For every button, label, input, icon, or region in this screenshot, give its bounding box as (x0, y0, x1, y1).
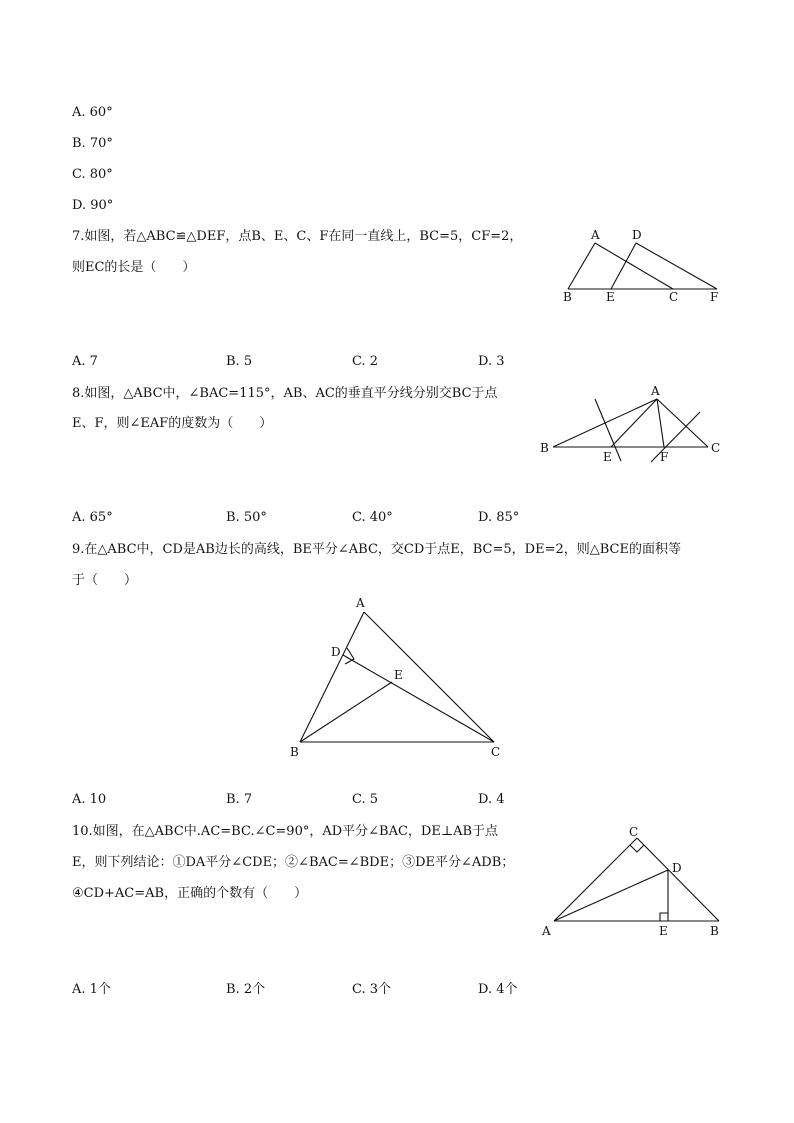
q6-option-b: B. 70° (72, 136, 113, 151)
q9-label-a: A (356, 596, 365, 610)
q10-stem-line1: 10.如图，在△ABC中.AC=BC.∠C=90°，AD平分∠BAC，DE⊥AB于点 (72, 824, 499, 839)
q9-label-d: D (331, 645, 341, 659)
q8-stem-line2: E、F，则∠EAF的度数为（ ） (72, 416, 273, 431)
q8-option-d: D. 85° (478, 510, 520, 525)
q7-option-c: C. 2 (352, 354, 379, 369)
q10-option-c: C. 3个 (352, 982, 392, 997)
q10-label-e: E (659, 924, 668, 938)
q7-option-d: D. 3 (478, 354, 505, 369)
q7-stem-line2: 则EC的长是（ ） (72, 260, 196, 275)
q7-label-a: A (591, 228, 600, 242)
q10-label-a: A (542, 924, 551, 938)
q9-option-b: B. 7 (226, 792, 253, 807)
q7-label-b: B (563, 290, 572, 304)
q10-option-d: D. 4个 (478, 982, 518, 997)
q9-stem-line1: 9.在△ABC中，CD是AB边长的高线，BE平分∠ABC，交CD于点E，BC=5，DE=2，则△BCE的面积等 (72, 542, 681, 557)
q8-option-c: C. 40° (352, 510, 393, 525)
q7-label-f: F (710, 290, 719, 304)
q9-label-e: E (394, 668, 403, 682)
q10-label-d: D (672, 861, 682, 875)
q7-stem-line1: 7.如图，若△ABC≌△DEF，点B、E、C、F在同一直线上，BC=5，CF=2， (72, 229, 523, 244)
q10-label-c: C (629, 825, 639, 839)
q9-option-d: D. 4 (478, 792, 505, 807)
q6-option-d: D. 90° (72, 198, 114, 213)
q8-label-a: A (651, 384, 660, 398)
q7-option-a: A. 7 (72, 354, 98, 369)
q7-option-b: B. 5 (226, 354, 253, 369)
q8-label-e: E (603, 450, 612, 464)
q10-option-b: B. 2个 (226, 982, 266, 997)
q8-label-f: F (660, 450, 669, 464)
q8-label-c: C (711, 441, 721, 455)
q6-option-a: A. 60° (72, 105, 113, 120)
q9-label-b: B (290, 745, 299, 759)
q8-option-a: A. 65° (72, 510, 113, 525)
q9-option-c: C. 5 (352, 792, 379, 807)
q10-stem-line2: E，则下列结论：①DA平分∠CDE；②∠BAC=∠BDE；③DE平分∠ADB； (72, 855, 515, 870)
q10-option-a: A. 1个 (72, 982, 111, 997)
q9-label-c: C (491, 745, 501, 759)
q8-option-b: B. 50° (226, 510, 267, 525)
q8-stem-line1: 8.如图，△ABC中，∠BAC=115°，AB、AC的垂直平分线分别交BC于点 (72, 386, 498, 401)
q10-stem-line3: ④CD+AC=AB，正确的个数有（ ） (72, 886, 308, 901)
q10-label-b: B (710, 924, 719, 938)
q9-option-a: A. 10 (72, 792, 107, 807)
q7-label-e: E (606, 290, 615, 304)
q6-option-c: C. 80° (72, 167, 113, 182)
q7-label-d: D (632, 228, 642, 242)
q7-label-c: C (669, 290, 679, 304)
q9-stem-line2: 于（ ） (72, 573, 138, 588)
q8-label-b: B (540, 441, 549, 455)
